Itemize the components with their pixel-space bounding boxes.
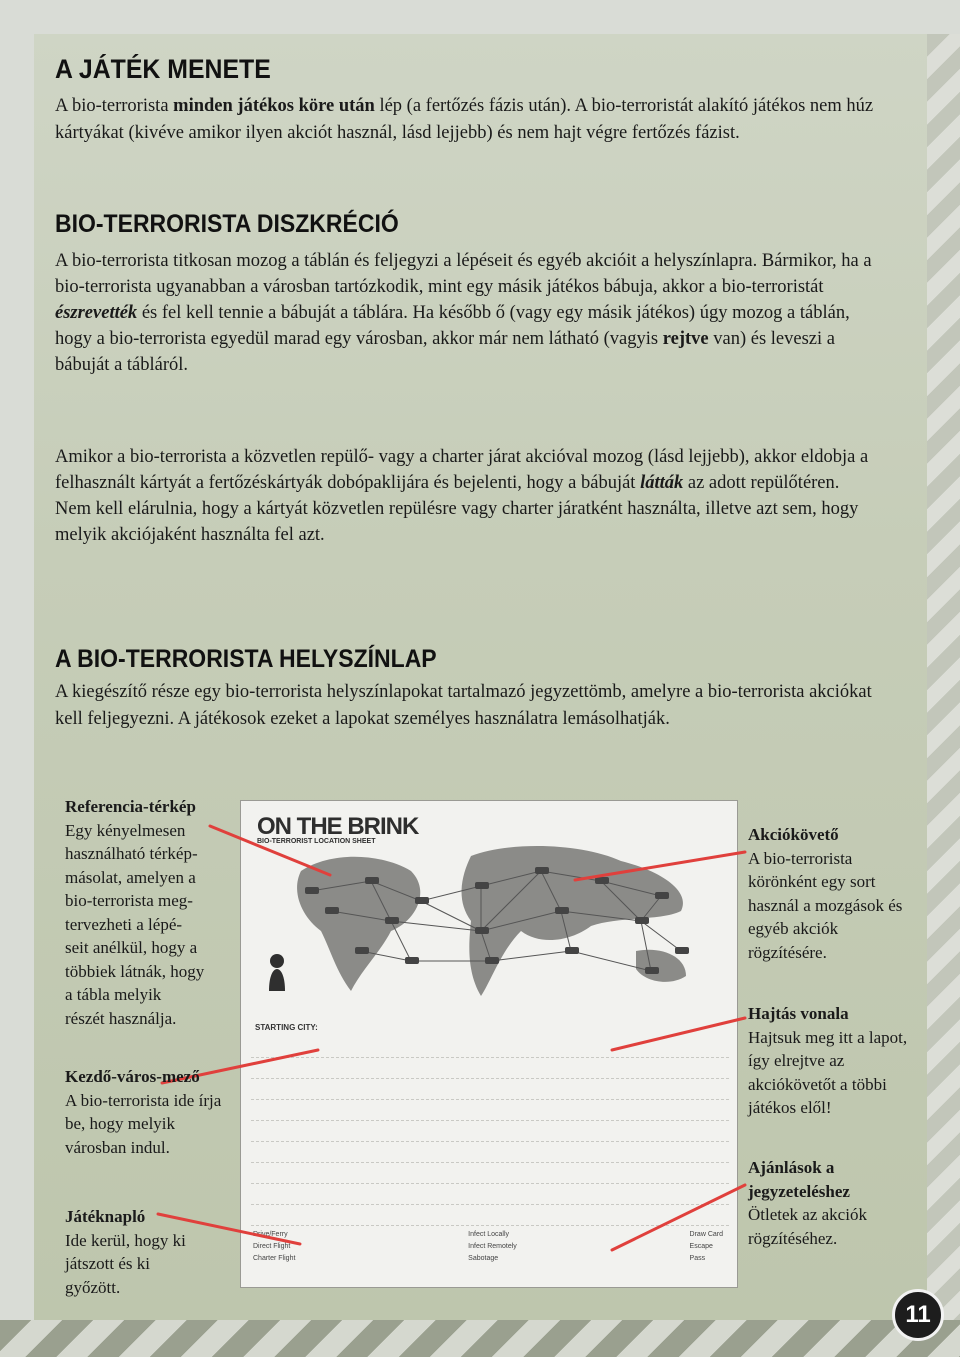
right-edge-stripe [927,34,960,1320]
section-title-location-sheet: A BIO-TERRORISTA HELYSZÍNLAP [55,645,437,673]
section-body-game-flow: A bio-terrorista minden játékos köre után lép (a fertőzés fázis után). A bio-terroristát alakító játékos nem húz kártyákat (kivéve amikor ilyen akciót használ, lásd lejjebb) és nem hajt végre fertőzés fázist. [55,96,874,143]
section-body-discretion: A bio-terrorista titkosan mozog a táblán és feljegyzi a lépéseit és egyéb akcióit a helyszínlapra. Bármikor, ha a bio-terrorista ugyanabban a városban tartózkodik, mint egy másik játékos bábuja, akkor a bio-terroristát észrevették és fel kell tennie a bábuját a táblára. Ha később ő (vagy egy másik játékos) úgy mozog a táblán, hogy a bio-terrorista egyedül marad egy városban, akkor már nem látható (vagyis rejtve van) és leveszi a bábuját a tábláról. [55,251,872,375]
section-title-discretion: BIO-TERRORISTA DISZKRÉCIÓ [55,210,399,238]
action-tracker-rows [251,1037,729,1227]
action-legend: Drive/Ferry Direct Flight Charter Flight Infect Locally Infect Remotely Sabotage Draw Card Escape Pass [253,1231,723,1262]
section-title-game-flow: A JÁTÉK MENETE [55,54,271,84]
bottom-hazard-stripe [0,1320,960,1357]
caption-action-tracker: Akciókövető A bio-terrorista körönként egy sort használ a mozgások és egyéb akciók rögzítésére. [748,825,903,962]
caption-reference-map: Referencia-térkép Egy kényelmesen használható térkép-másolat, amelyen a bio-terrorista meg-tervezheti a lépé-seit anélkül, hogy a többiek látnák, hogy a tábla melyik részét használja. [65,797,205,1028]
world-map-graphic [241,801,737,1021]
pawn-icon [269,954,285,991]
caption-notes: Ajánlások a jegyzeteléshez Ötletek az akciók rögzítéséhez. [748,1158,867,1248]
caption-game-log: Játéknapló Ide kerül, hogy ki játszott és ki győzött. [65,1207,186,1297]
section-body-location-sheet: A kiegészítő része egy bio-terrorista helyszínlapokat tartalmazó jegyzettömb, amelyre a bio-terrorista akciókat kell feljegyezni. A játékosok ezeket a lapokat személyes használatra lemásolhatják. [55,682,872,729]
sheet-brand-logo: ON THE BRINK BIO-TERRORIST LOCATION SHEET [257,813,419,845]
location-sheet-illustration [240,800,738,1288]
starting-city-label: STARTING CITY: [255,1023,318,1032]
section-body-movement: Amikor a bio-terrorista a közvetlen repülő- vagy a charter járat akcióval mozog (lásd lejjebb), akkor eldobja a felhasznált kártyát a fertőzéskártyák dobópaklijára és bejelenti, hogy a bábuját látták az adott repülőtéren. Nem kell elárulnia, hogy a kártyát közvetlen repülésre vagy charter járatként használta, illetve azt sem, hogy melyik akciójaként használta fel azt. [55,447,869,545]
caption-starting-city: Kezdő-város-mező A bio-terrorista ide írja be, hogy melyik városban indul. [65,1067,222,1157]
caption-fold-line: Hajtás vonala Hajtsuk meg itt a lapot, így elrejtve az akciókövetőt a többi játékos elől! [748,1004,908,1117]
page-number-badge: 11 [892,1289,944,1341]
